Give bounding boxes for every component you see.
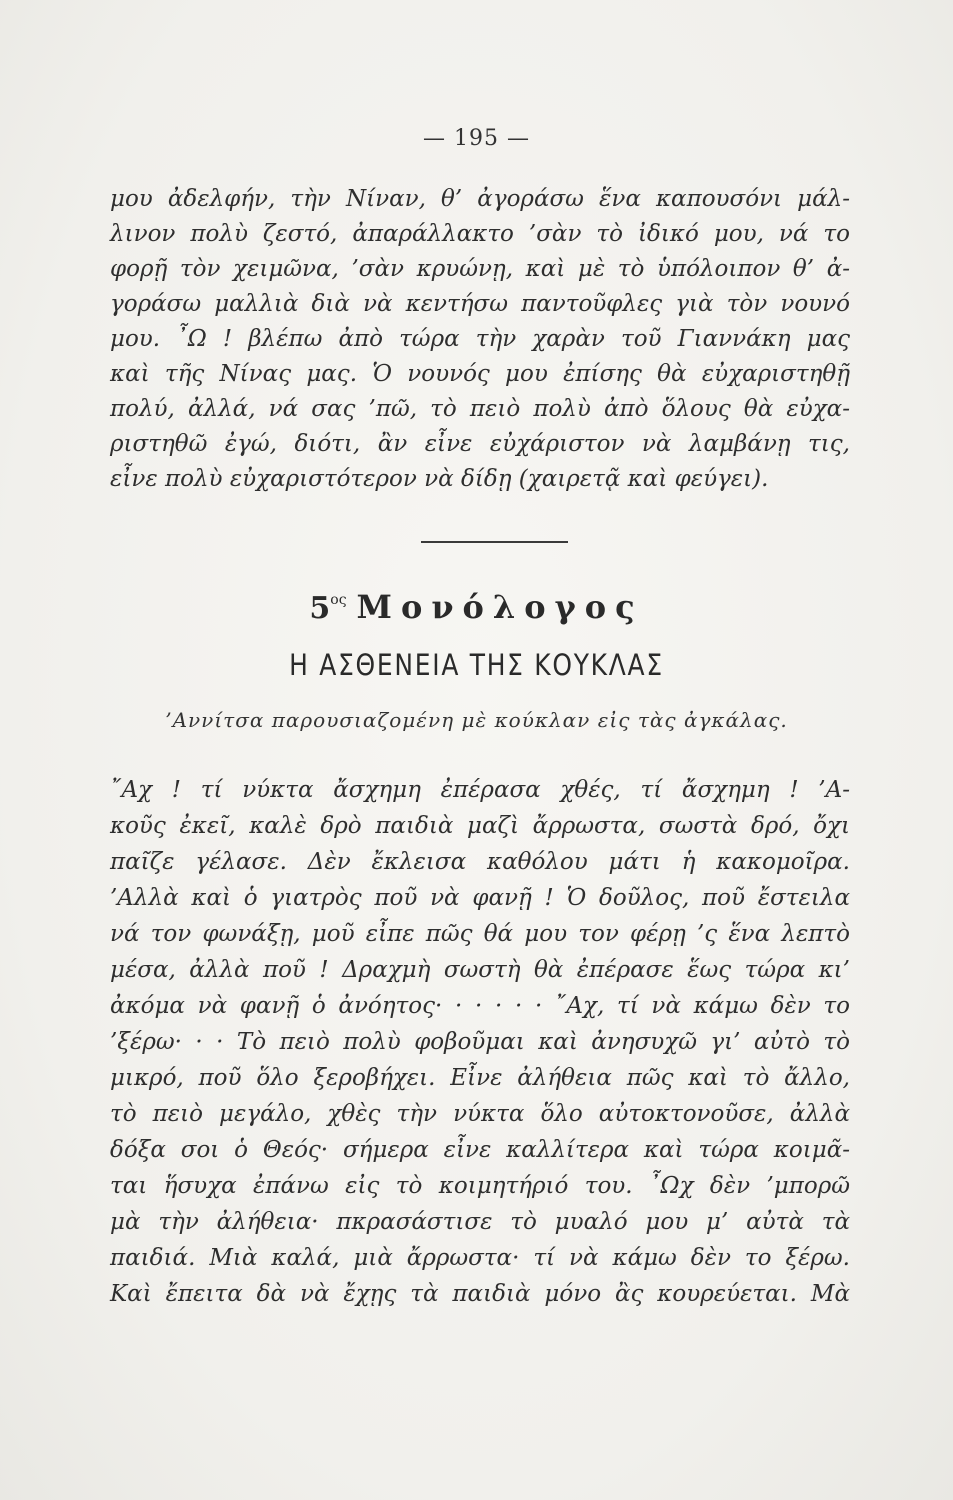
text-line: γοράσω μαλλιὰ διὰ νὰ κεντήσω παντοῦφλες γιὰ τὸν νουνό xyxy=(110,291,850,317)
text-line: ’ξέρω· · · Τὸ πειὸ πολὺ φοβοῦμαι καὶ ἀνησυχῶ γι’ αὐτὸ τὸ xyxy=(110,1029,850,1055)
text-line: ’Αλλὰ καὶ ὁ γιατρὸς ποῦ νὰ φανῇ ! Ὁ δοῦλος, ποῦ ἔστειλα xyxy=(110,885,850,911)
page-number: — 195 — xyxy=(423,126,530,151)
text-line: πολύ, ἀλλά, νά σας ’πῶ, τὸ πειὸ πολὺ ἀπὸ ὅλους θὰ εὐχα- xyxy=(110,396,850,422)
text-line: ἀκόμα νὰ φανῇ ὁ ἀνόητος· · · · · · ῎Αχ, τί νὰ κάμω δὲν το xyxy=(110,993,850,1019)
text-line: μέσα, ἀλλὰ ποῦ ! Δραχμὴ σωστὴ θὰ ἐπέρασε ἕως τώρα κι’ xyxy=(110,957,850,983)
text-line: τὸ πειὸ μεγάλο, χθὲς τὴν νύκτα ὅλο αὐτοκτονοῦσε, ἀλλὰ xyxy=(110,1101,850,1127)
section-number: 5 xyxy=(309,591,331,626)
section-heading-text: Μονόλογος xyxy=(356,588,644,626)
text-line: μου ἀδελφήν, τὴν Νίναν, θ’ ἀγοράσω ἕνα καπουσόνι μάλ- xyxy=(110,186,850,212)
text-line: παιδιά. Μιὰ καλά, μιὰ ἄρρωστα· τί νὰ κάμω δὲν το ξέρω. xyxy=(110,1245,850,1271)
text-line: ται ἥσυχα ἐπάνω εἰς τὸ κοιμητήριό του. ῏Ωχ δὲν ’μπορῶ xyxy=(110,1173,850,1199)
text-line: ριστηθῶ ἐγώ, διότι, ἂν εἶνε εὐχάριστον νὰ λαμβάνῃ τις, xyxy=(110,431,850,457)
text-line: ῎Αχ ! τί νύκτα ἄσχημη ἐπέρασα χθές, τί ἄσχημη ! ’Α- xyxy=(110,777,850,803)
section-title: Η ΑΣΘΕΝΕΙΑ ΤΗΣ ΚΟΥΚΛΑΣ xyxy=(289,648,664,682)
text-line: κοῦς ἐκεῖ, καλὲ δρὸ παιδιὰ μαζὶ ἄρρωστα, σωστὰ δρό, ὄχι xyxy=(110,813,850,839)
section-divider xyxy=(421,541,568,543)
text-line: εἶνε πολὺ εὐχαριστότερον νὰ δίδῃ (χαιρετᾷ καὶ φεύγει). xyxy=(110,466,769,492)
section-number-suffix: ος xyxy=(330,592,347,608)
text-line: νά τον φωνάξῃ, μοῦ εἶπε πῶς θά μου τον φέρῃ ’ς ἕνα λεπτὸ xyxy=(110,921,850,947)
section-heading xyxy=(0,588,953,626)
stage-direction: ’Αννίτσα παρουσιαζομένη μὲ κούκλαν εἰς τὰς ἀγκάλας. xyxy=(165,708,788,732)
text-line: Καὶ ἔπειτα δὰ νὰ ἔχῃς τὰ παιδιὰ μόνο ἂς κουρεύεται. Μὰ xyxy=(110,1281,850,1307)
text-line: παῖζε γέλασε. Δὲν ἔκλεισα καθόλου μάτι ἡ κακομοῖρα. xyxy=(110,849,850,875)
text-line: φορῇ τὸν χειμῶνα, ’σὰν κρυώνῃ, καὶ μὲ τὸ ὑπόλοιπον θ’ ἀ- xyxy=(110,256,850,282)
text-line: δόξα σοι ὁ Θεός· σήμερα εἶνε καλλίτερα καὶ τώρα κοιμᾶ- xyxy=(110,1137,850,1163)
text-line: καὶ τῆς Νίνας μας. Ὁ νουνός μου ἐπίσης θὰ εὐχαριστηθῇ xyxy=(110,361,850,387)
text-line: μου. ῏Ω ! βλέπω ἀπὸ τώρα τὴν χαρὰν τοῦ Γιαννάκη μας xyxy=(110,326,850,352)
text-line: μὰ τὴν ἀλήθεια· πκρασάστισε τὸ μυαλό μου μ’ αὐτὰ τὰ xyxy=(110,1209,850,1235)
text-line: μικρό, ποῦ ὅλο ξεροβήχει. Εἶνε ἀλήθεια πῶς καὶ τὸ ἄλλο, xyxy=(110,1065,850,1091)
text-line: λινον πολὺ ζεστό, ἀπαράλλακτο ’σὰν τὸ ἰδικό μου, νά το xyxy=(110,221,850,247)
